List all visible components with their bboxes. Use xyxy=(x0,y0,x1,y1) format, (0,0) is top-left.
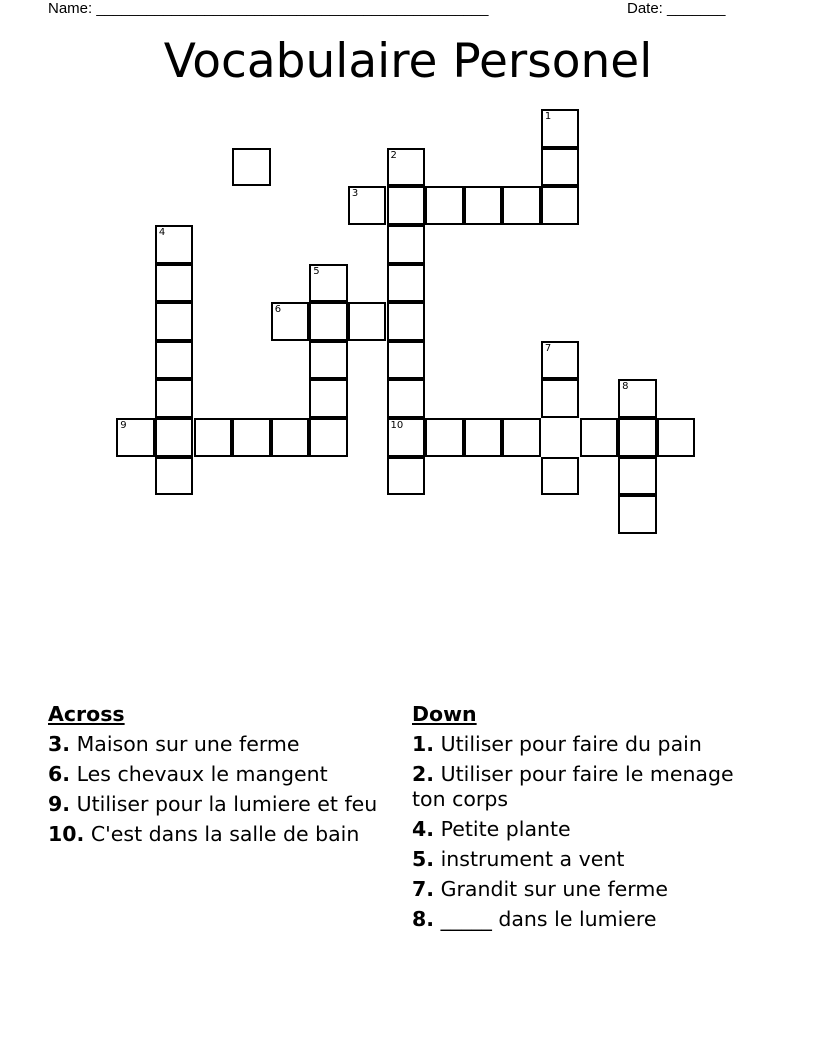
grid-cell[interactable] xyxy=(618,418,657,457)
grid-cell[interactable] xyxy=(618,495,657,534)
down-heading: Down xyxy=(412,702,477,726)
clue-text: Utiliser pour la lumiere et feu xyxy=(76,792,378,816)
cell-number: 1 xyxy=(544,111,552,123)
grid-cell[interactable] xyxy=(580,418,619,457)
cell-number: 5 xyxy=(313,265,320,277)
across-clue xyxy=(48,762,403,787)
grid-cell[interactable] xyxy=(541,379,580,418)
date-field-line: Date: _______ xyxy=(627,0,726,17)
across-clue xyxy=(48,732,403,757)
clue-number: 3. xyxy=(48,732,71,756)
grid-cell[interactable] xyxy=(116,418,155,457)
clue-text: Grandit sur une ferme xyxy=(440,877,668,901)
cell-number: 8 xyxy=(622,381,629,393)
clue-number: 10. xyxy=(48,822,85,846)
grid-cell[interactable] xyxy=(425,418,464,457)
cell-number: 4 xyxy=(158,227,166,238)
grid-cell[interactable] xyxy=(155,264,194,303)
across-heading: Across xyxy=(48,702,125,726)
grid-cell[interactable] xyxy=(348,186,387,225)
clue-text: Utiliser pour faire le menage ton corps xyxy=(412,762,734,811)
clue-text: C'est dans la salle de bain xyxy=(90,822,360,846)
across-clue xyxy=(48,792,403,817)
down-clue xyxy=(412,907,772,932)
grid-cell[interactable] xyxy=(541,186,580,225)
cell-number: 3 xyxy=(351,188,359,200)
down-clue xyxy=(412,847,772,872)
clue-number: 9. xyxy=(48,792,71,816)
grid-cell[interactable] xyxy=(309,341,348,380)
clue-number: 1. xyxy=(412,732,435,756)
down-clue xyxy=(412,877,772,902)
cell-number: 2 xyxy=(390,149,397,161)
grid-cell[interactable] xyxy=(155,457,194,496)
grid-cell[interactable] xyxy=(309,264,348,303)
clue-text: Les chevaux le mangent xyxy=(76,762,328,786)
page-title: Vocabulaire Personel xyxy=(163,34,653,89)
grid-cell[interactable] xyxy=(425,186,464,225)
clue-number: 4. xyxy=(412,817,435,841)
grid-cell[interactable] xyxy=(348,302,387,341)
grid-cell[interactable] xyxy=(541,341,580,380)
grid-cell[interactable] xyxy=(309,418,348,457)
clue-number: 6. xyxy=(48,762,71,786)
grid-cell[interactable] xyxy=(502,186,541,225)
grid-cell[interactable] xyxy=(387,457,426,496)
grid-cell[interactable] xyxy=(387,264,426,303)
down-clue xyxy=(412,762,772,812)
grid-cell[interactable] xyxy=(309,302,348,341)
clue-text: Maison sur une ferme xyxy=(76,732,300,756)
grid-cell[interactable] xyxy=(618,379,657,418)
grid-cell[interactable] xyxy=(387,379,426,418)
grid-cell[interactable] xyxy=(541,109,580,148)
name-field-line: Name: _______________________________________________ xyxy=(48,0,489,17)
grid-cell[interactable] xyxy=(387,418,426,457)
down-clues xyxy=(412,702,772,937)
grid-cell[interactable] xyxy=(387,225,426,264)
across-clues xyxy=(48,702,403,852)
grid-cell[interactable] xyxy=(309,379,348,418)
grid-cell[interactable] xyxy=(155,302,194,341)
grid-cell[interactable] xyxy=(464,186,503,225)
grid-cell[interactable] xyxy=(155,379,194,418)
grid-cell[interactable] xyxy=(232,418,271,457)
grid-cell[interactable] xyxy=(271,418,310,457)
cell-number: 7 xyxy=(544,342,552,354)
cell-number: 6 xyxy=(274,304,282,316)
clue-text: instrument a vent xyxy=(440,847,625,871)
cell-number: 9 xyxy=(120,420,127,431)
grid-cell[interactable] xyxy=(387,302,426,341)
grid-cell[interactable] xyxy=(155,418,194,457)
grid-cell[interactable] xyxy=(464,418,503,457)
clue-number: 7. xyxy=(412,877,435,901)
clue-number: 2. xyxy=(412,762,435,786)
grid-cell[interactable] xyxy=(541,148,580,187)
clue-number: 5. xyxy=(412,847,435,871)
grid-cell[interactable] xyxy=(194,418,233,457)
down-clue xyxy=(412,817,772,842)
grid-cell[interactable] xyxy=(541,457,580,496)
grid-cell[interactable] xyxy=(271,302,310,341)
across-clue xyxy=(48,822,403,847)
clue-text: Utiliser pour faire du pain xyxy=(440,732,702,756)
clue-number: 8. xyxy=(412,907,435,931)
grid-cell[interactable] xyxy=(618,457,657,496)
grid-cell[interactable] xyxy=(502,418,541,457)
cell-number: 10 xyxy=(390,420,404,431)
grid-cell[interactable] xyxy=(387,341,426,380)
grid-cell[interactable] xyxy=(232,148,271,187)
clue-text: Petite plante xyxy=(440,817,571,841)
grid-cell[interactable] xyxy=(155,225,194,264)
grid-cell[interactable] xyxy=(155,341,194,380)
down-clue xyxy=(412,732,772,757)
clue-text: _____ dans le lumiere xyxy=(440,907,657,931)
grid-cell[interactable] xyxy=(387,186,426,225)
grid-cell[interactable] xyxy=(657,418,696,457)
grid-cell[interactable] xyxy=(387,148,426,187)
